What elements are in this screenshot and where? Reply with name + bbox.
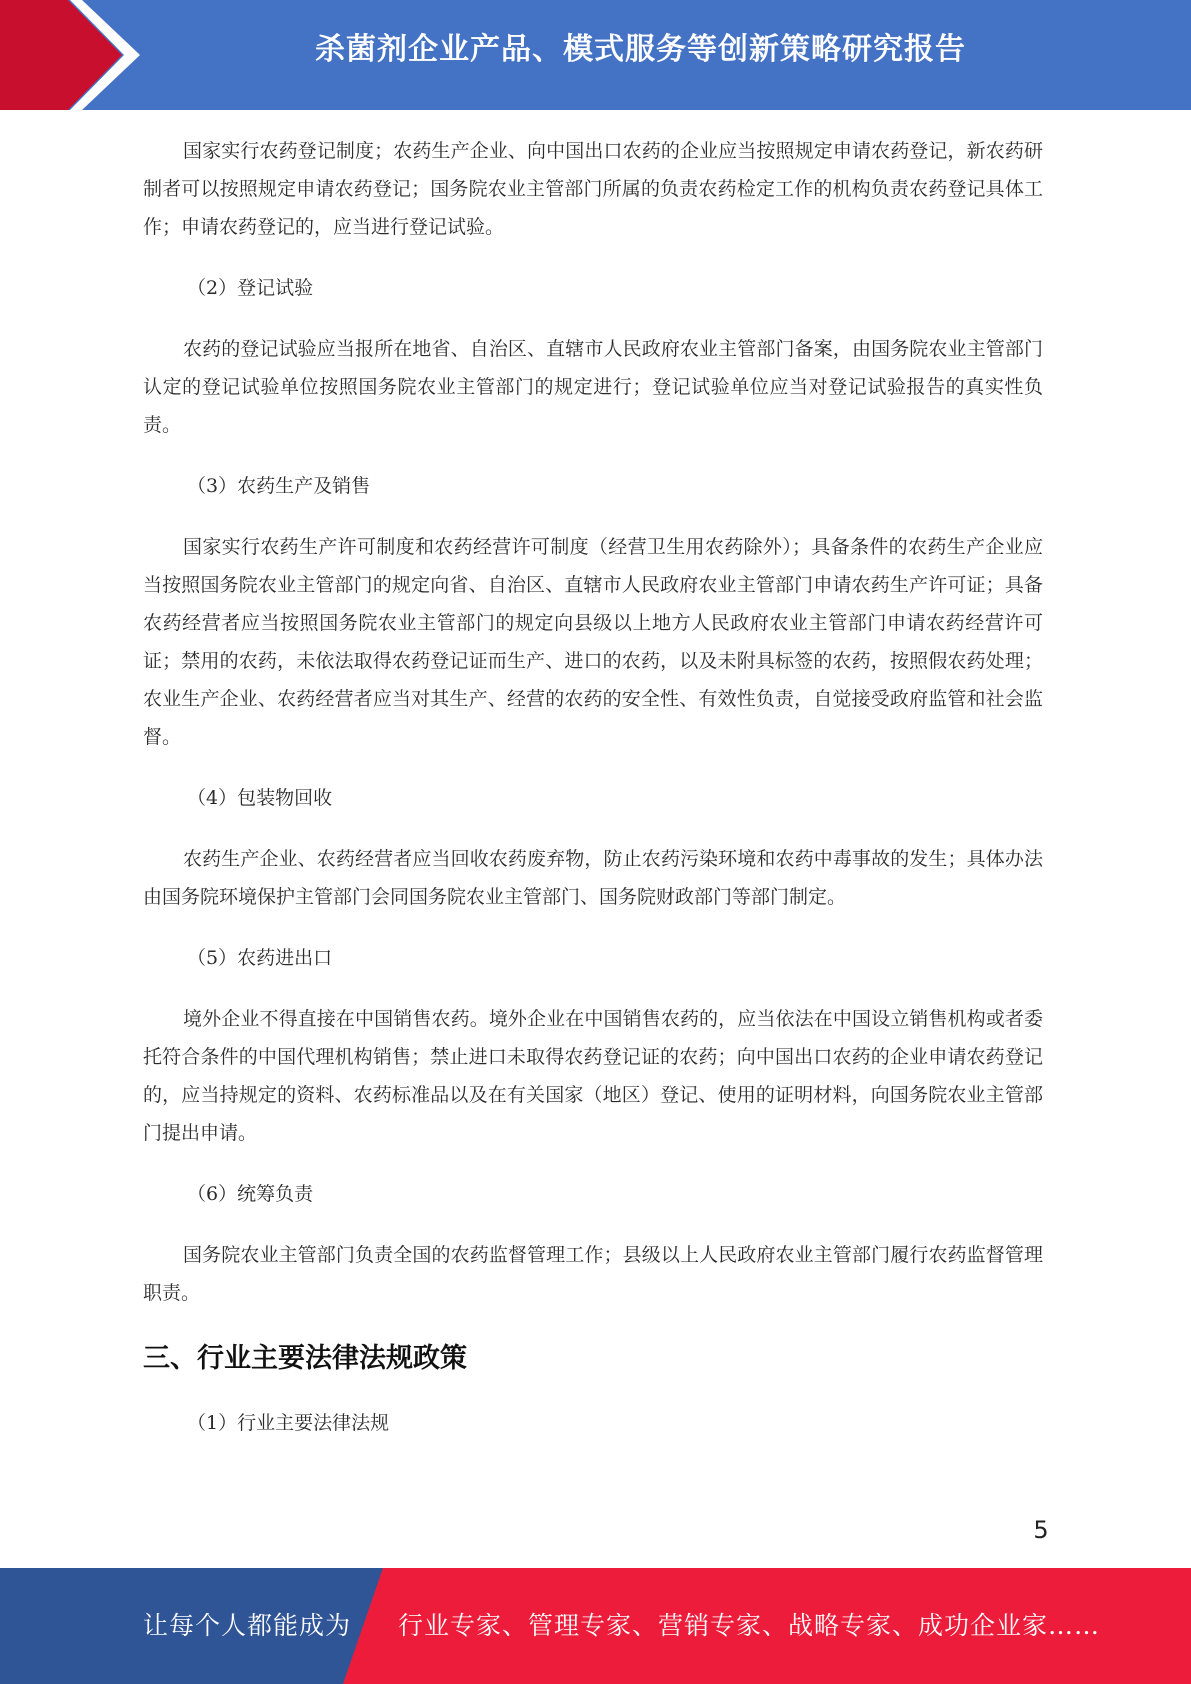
page-content: [143, 132, 1043, 1442]
footer-slogan-right: 行业专家、管理专家、营销专家、战略专家、成功企业家……: [398, 1611, 1101, 1640]
page-footer: [0, 1568, 1191, 1684]
header-arrow-logo: [0, 0, 150, 110]
report-title: 杀菌剂企业产品、模式服务等创新策略研究报告: [315, 32, 966, 67]
subheading-production-sales: （3）农药生产及销售: [187, 475, 371, 497]
paragraph-coordination: 国务院农业主管部门负责全国的农药监督管理工作；县级以上人民政府农业主管部门履行农药监督管理职责。: [143, 1244, 1043, 1304]
subheading-laws-regulations: （1）行业主要法律法规: [187, 1412, 390, 1434]
subheading-coordination: （6）统筹负责: [187, 1183, 314, 1205]
paragraph-registration-test: 农药的登记试验应当报所在地省、自治区、直辖市人民政府农业主管部门备案，由国务院农业主管部门认定的登记试验单位按照国务院农业主管部门的规定进行；登记试验单位应当对登记试验报告的真实性负责。: [143, 338, 1043, 436]
page-number: 5: [1033, 1516, 1049, 1544]
paragraph-packaging-recycling: 农药生产企业、农药经营者应当回收农药废弃物，防止农药污染环境和农药中毒事故的发生；具体办法由国务院环境保护主管部门会同国务院农业主管部门、国务院财政部门等部门制定。: [143, 848, 1043, 908]
paragraph-registration: 国家实行农药登记制度；农药生产企业、向中国出口农药的企业应当按照规定申请农药登记，新农药研制者可以按照规定申请农药登记；国务院农业主管部门所属的负责农药检定工作的机构负责农药登记具体工作；申请农药登记的，应当进行登记试验。: [143, 140, 1043, 238]
page-header: [0, 0, 1191, 110]
paragraph-import-export: 境外企业不得直接在中国销售农药。境外企业在中国销售农药的，应当依法在中国设立销售机构或者委托符合条件的中国代理机构销售；禁止进口未取得农药登记证的农药；向中国出口农药的企业申请农药登记的，应当持规定的资料、农药标准品以及在有关国家（地区）登记、使用的证明材料，向国务院农业主管部门提出申请。: [143, 1008, 1043, 1144]
subheading-registration-test: （2）登记试验: [187, 277, 314, 299]
paragraph-production-sales: 国家实行农药生产许可制度和农药经营许可制度（经营卫生用农药除外）；具备条件的农药生产企业应当按照国务院农业主管部门的规定向省、自治区、直辖市人民政府农业主管部门申请农药生产许可证；具备农药经营者应当按照国务院农业主管部门的规定向县级以上地方人民政府农业主管部门申请农药经营许可证；禁用的农药，未依法取得农药登记证而生产、进口的农药，以及未附具标签的农药，按照假农药处理；农业生产企业、农药经营者应当对其生产、经营的农药的安全性、有效性负责，自觉接受政府监管和社会监督。: [143, 536, 1043, 748]
subheading-import-export: （5）农药进出口: [187, 947, 333, 969]
subheading-packaging-recycling: （4）包装物回收: [187, 787, 333, 809]
footer-slogan-left: 让每个人都能成为: [143, 1611, 352, 1640]
section-title: 三、行业主要法律法规政策: [143, 1343, 467, 1374]
